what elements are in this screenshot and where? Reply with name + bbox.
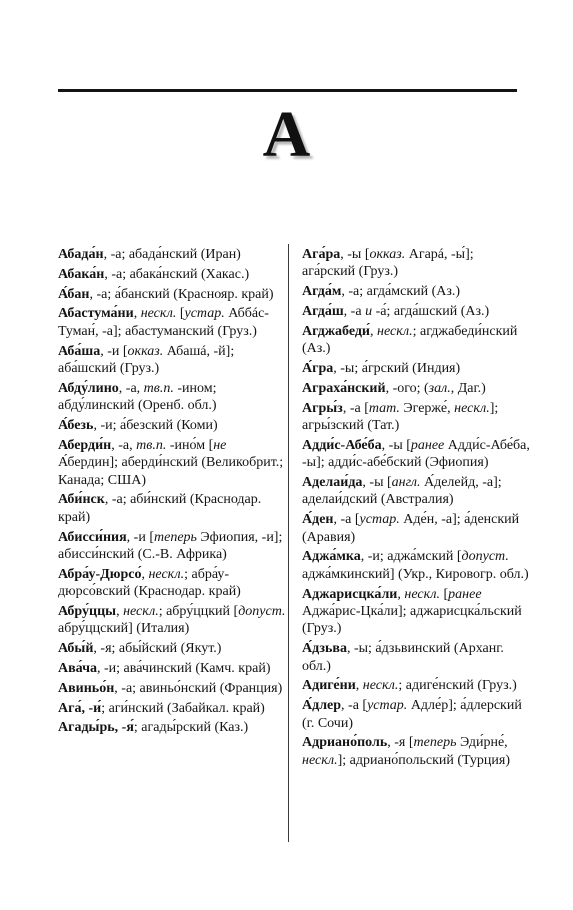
entry-headword: А́дзьва (302, 641, 347, 657)
entry-headword: Абада́н (58, 247, 104, 262)
dictionary-entry (302, 303, 530, 320)
entry-text: Эгерже́, (399, 400, 455, 416)
entry-label-italic: ранее (410, 437, 445, 453)
entry-text: ]; адриано́польский (Турция) (337, 752, 510, 768)
dictionary-entry (58, 566, 286, 601)
entry-label-italic: ранее (448, 586, 482, 602)
section-letter-heading: А (262, 98, 311, 171)
entry-headword: А́длер (302, 698, 342, 714)
dictionary-entry (58, 660, 286, 677)
dictionary-entry (302, 640, 530, 675)
dictionary-entry (58, 437, 286, 489)
dictionary-entry (58, 305, 286, 340)
entry-label-italic: устар. (359, 512, 400, 528)
entry-text: , (355, 678, 363, 694)
entry-headword: Адриано́поль (302, 735, 388, 751)
entry-text: -ино́м [ (166, 437, 214, 453)
entry-text: ; агджабеди́нский (Аз.) (302, 323, 518, 357)
entry-headword: Абастума́ни (58, 306, 134, 322)
dictionary-entry (58, 640, 286, 657)
entry-label-italic: тв.п. (136, 437, 167, 453)
top-rule (58, 89, 517, 92)
entry-label-italic: нескл. (123, 604, 159, 620)
entry-text: , (141, 566, 149, 582)
entry-text: Аджа́рис-Цка́ли]; аджарисцка́льский (Груз.) (302, 604, 522, 637)
dictionary-entry (302, 586, 530, 638)
entry-label-italic: тв.п. (143, 380, 174, 396)
entry-label-italic: не (213, 437, 227, 453)
entry-headword: Ава́ча (58, 661, 98, 677)
dictionary-entry (302, 323, 530, 358)
entry-label-italic: англ. (391, 475, 421, 490)
entry-headword: Агджабеди́ (302, 323, 370, 339)
entry-text: аджа́мкинский] (Укр., Кировогр. обл.) (302, 566, 529, 582)
right-column (302, 246, 530, 772)
entry-label-italic: теперь (154, 529, 197, 545)
entry-text: , -а (343, 304, 366, 319)
entry-headword: Агда́ш (302, 304, 344, 319)
entry-label-italic: нескл. (404, 586, 440, 602)
entry-text: , -а, (111, 437, 137, 453)
entry-headword: Адди́с-Абе́ба (302, 437, 382, 453)
entry-text: , -я [ (387, 735, 414, 751)
entry-text: [ (440, 586, 449, 602)
dictionary-entry (58, 529, 286, 564)
dictionary-entry (302, 400, 530, 435)
entry-text: , -и; аджа́мский [ (360, 549, 462, 565)
entry-headword: А́безь (58, 418, 94, 433)
entry-text: Адле́р]; а́длерский (г. Сочи) (302, 698, 522, 731)
entry-text: ]; агры́зский (Тат.) (302, 400, 499, 433)
entry-text: Эфиопия, -и]; абисси́нский (С.-В. Африка) (58, 529, 283, 563)
entry-label-italic: окказ. (127, 343, 164, 359)
entry-text: Агарá, -ы́]; ага́рский (Груз.) (302, 247, 474, 280)
entry-text: , -а [ (341, 698, 368, 714)
entry-headword: Аделаи́да (302, 475, 363, 490)
entry-text: , -ого; ( (385, 380, 429, 396)
entry-headword: Ага́, -и́ (58, 700, 102, 716)
entry-label-italic: нескл. (362, 678, 399, 694)
entry-text: , -а [ (333, 512, 360, 528)
entry-label-italic: устар. (367, 698, 408, 714)
entry-label-italic: нескл. (148, 566, 185, 582)
entry-text: ; адиге́нский (Груз.) (398, 678, 517, 694)
entry-text: , -а; аби́нский (Краснодар. край) (58, 492, 262, 525)
dictionary-entry (58, 343, 286, 378)
entry-text: , Даг.) (450, 380, 486, 396)
entry-label-italic: допуст. (461, 549, 509, 565)
entry-text: , -ы; а́грский (Индия) (333, 361, 461, 376)
dictionary-entry (58, 380, 286, 415)
entry-text: , -а; а́банский (Краснояр. край) (89, 286, 274, 302)
entry-headword: Агады́рь, -я́ (58, 720, 134, 736)
entry-headword: Аби́нск (58, 492, 105, 508)
entry-headword: Аба́ша (58, 343, 101, 359)
dictionary-entry (58, 700, 286, 717)
dictionary-entry (302, 246, 530, 281)
entry-text: -а́; агда́шский (Аз.) (372, 304, 490, 319)
entry-text: Эди́рне́, (456, 735, 508, 751)
entry-text: , (397, 586, 405, 602)
entry-headword: Авиньо́н (58, 680, 115, 696)
dictionary-entry (58, 491, 286, 526)
dictionary-entry (58, 266, 286, 283)
left-column (58, 246, 286, 739)
entry-headword: Агры́з (302, 400, 343, 416)
entry-headword: Абру́ццы (58, 604, 117, 620)
entry-headword: А́ден (302, 512, 334, 528)
entry-text: ; абра́у-дюрсо́вский (Краснодар. край) (58, 566, 241, 600)
dictionary-entry (302, 511, 530, 546)
entry-text: Абашá, -й]; аба́шский (Груз.) (58, 343, 235, 376)
dictionary-entry (302, 360, 530, 377)
entry-headword: Абра́у-Дюрсо́ (58, 566, 142, 582)
dictionary-entry (302, 437, 530, 472)
entry-text: , -а; абака́нский (Хакас.) (104, 266, 250, 282)
entry-label-italic: и (365, 304, 373, 319)
entry-text: , (133, 306, 141, 322)
entry-headword: Аберди́н (58, 437, 112, 453)
dictionary-entry (302, 677, 530, 694)
entry-text: Аббáс-Туман́, -а]; абастуманский (Груз.) (58, 306, 269, 339)
dictionary-entry (302, 548, 530, 583)
entry-label-italic: нескл. (377, 323, 413, 339)
entry-text: Адди́с-Абе́ба, -ы]; адди́с-абе́бский (Эфиопия) (302, 437, 530, 471)
entry-label-italic: зал. (428, 380, 451, 396)
entry-headword: А́бан (58, 286, 90, 302)
entry-label-italic: окказ. (369, 247, 406, 262)
entry-headword: Абы́й (58, 641, 94, 657)
entry-headword: Абака́н (58, 266, 105, 282)
entry-text: , -а, (118, 380, 144, 396)
entry-text: ; абру́ццкий [ (158, 604, 239, 620)
entry-headword: Аджарисцка́ли (302, 586, 398, 602)
entry-text: -ином; абду́линский (Оренб. обл.) (58, 380, 217, 414)
entry-label-italic: тат. (368, 400, 400, 416)
entry-text: , -а [ (342, 400, 369, 416)
entry-text: , -и [ (126, 529, 154, 545)
entry-text: , -ы [ (362, 475, 392, 490)
entry-text: А́делейд, -а]; аделаи́дский (Австралия) (302, 475, 502, 508)
entry-text: , -ы [ (381, 437, 411, 453)
dictionary-entry (58, 286, 286, 303)
entry-headword: Абду́лино (58, 380, 119, 396)
entry-text: , -ы [ (340, 247, 370, 262)
dictionary-entry (58, 246, 286, 263)
column-divider (288, 244, 289, 842)
dictionary-entry (58, 680, 286, 697)
entry-text: [ (176, 306, 185, 322)
entry-headword: Ага́ра (302, 247, 341, 262)
entry-label-italic: нескл. (140, 306, 177, 322)
entry-text: Аде́н, -а]; а́денский (Аравия) (302, 512, 520, 545)
entry-headword: Аджа́мка (302, 549, 361, 565)
entry-text: А́бердин]; аберди́нский (Великобрит.; Канада; США) (58, 455, 284, 488)
dictionary-entry (302, 283, 530, 300)
dictionary-entry (302, 474, 530, 509)
entry-text: , (116, 604, 124, 620)
entry-text: , -и [ (100, 343, 128, 359)
entry-text: , -ы; а́дзьвинский (Арханг. обл.) (302, 641, 504, 674)
entry-headword: Аграха́нский (302, 380, 386, 396)
entry-text: ; аги́нский (Забайкал. край) (101, 700, 265, 716)
dictionary-entry (302, 380, 530, 397)
entry-label-italic: нескл. (454, 400, 490, 416)
entry-text: , -а; агда́мский (Аз.) (341, 284, 461, 300)
entry-text: , -я; абы́йский (Якут.) (93, 641, 222, 657)
entry-label-italic: устар. (184, 306, 225, 322)
entry-text: ; агады́рский (Каз.) (133, 720, 249, 736)
dictionary-entry (58, 417, 286, 434)
entry-text: , -и; а́безский (Коми) (93, 418, 218, 433)
entry-text: , (370, 323, 377, 339)
entry-label-italic: допуст. (238, 604, 286, 620)
entry-text: , -и; ава́чинский (Камч. край) (97, 661, 271, 677)
dictionary-entry (58, 603, 286, 638)
entry-text: абру́ццский] (Италия) (58, 621, 190, 637)
dictionary-entry (302, 697, 530, 732)
dictionary-entry (302, 734, 530, 769)
entry-text: , -а; абада́нский (Иран) (103, 247, 241, 262)
entry-text: , -а; авиньо́нский (Франция) (114, 680, 283, 696)
entry-headword: Абисси́ния (58, 529, 127, 545)
entry-headword: Агда́м (302, 284, 342, 300)
entry-headword: А́гра (302, 361, 334, 376)
entry-headword: Адиге́ни (302, 678, 356, 694)
entry-label-italic: нескл. (302, 752, 338, 768)
dictionary-entry (58, 719, 286, 736)
entry-label-italic: теперь (413, 735, 457, 751)
